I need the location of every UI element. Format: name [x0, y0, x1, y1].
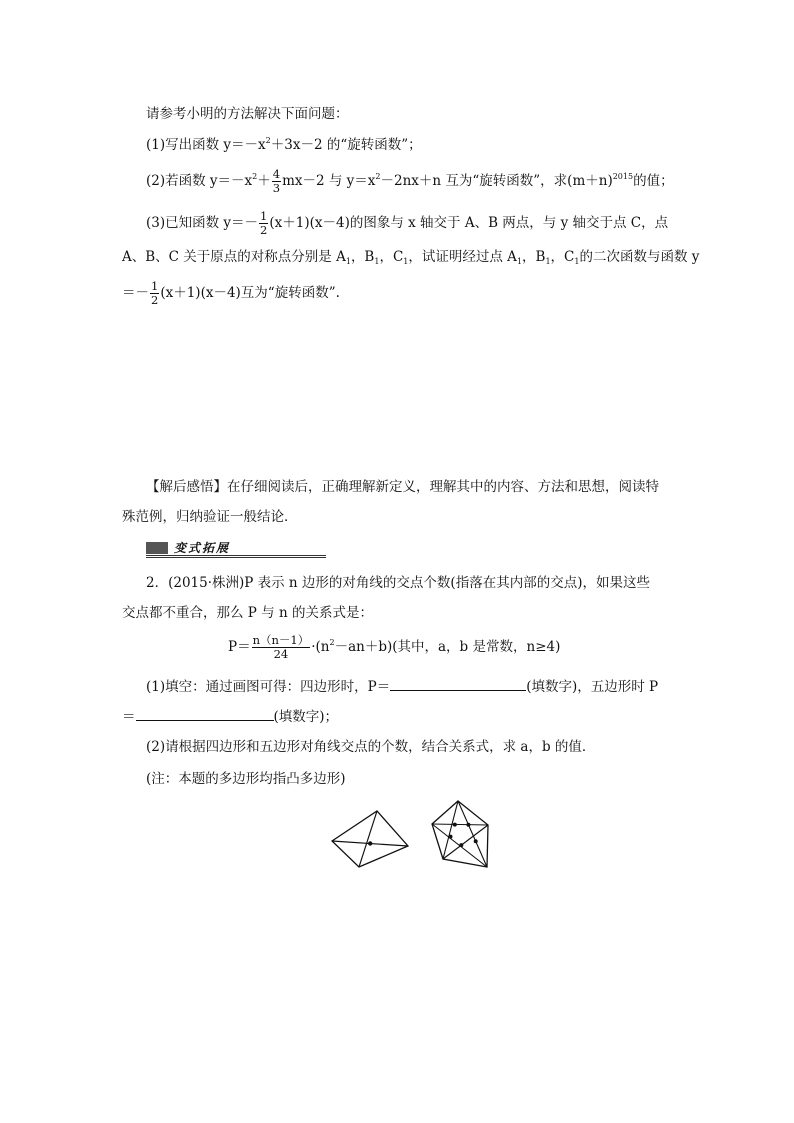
- pentagon-diagram: [428, 795, 493, 875]
- pent-intersection-1: [453, 823, 457, 827]
- question-2: (2)若函数 $y=-x^2+$ $\frac{4}{3}$ mx－2 与 $y=x^2-2nx+n$ 互为“旋转函数”，求$(m+n)^{2015}$的值；: [146, 167, 674, 195]
- question-1: (1)写出函数 $y=-x^2+3x-2$ 的“旋转函数”；: [146, 136, 422, 153]
- sub-question-1-cont: ＝ (填数字)；: [122, 706, 338, 726]
- pent-intersection-5: [449, 835, 453, 839]
- fraction-1-2: $\frac{1}{2}$: [260, 209, 268, 237]
- section-header-bar: [146, 540, 326, 556]
- pent-intersection-2: [466, 823, 470, 827]
- note-text: (注：本题的多边形均指凸多边形): [146, 771, 346, 787]
- relation-formula: P＝ $\frac{n(n-1)}{24}$ $\cdot(n^2-an+b)$(其中，a，b 是常数，n≥4): [228, 633, 561, 661]
- fraction-1-2-b: $\frac{1}{2}$: [151, 279, 159, 307]
- pent-intersection-3: [474, 839, 478, 843]
- question-3-line-1: (3)已知函数 y＝－ $\frac{1}{2}$ (x＋1)(x－4)的图象与 x 轴交于 A、B 两点，与 y 轴交于点 C，点: [146, 209, 669, 237]
- answer-blank-pentagon[interactable]: [136, 706, 274, 721]
- problem-2-line-2: 交点都不重合，那么 P 与 n 的关系式是：: [122, 605, 373, 621]
- pent-diagonal-2: [443, 801, 458, 859]
- formula-fraction: $\frac{n(n-1)}{24}$: [252, 633, 310, 661]
- pent-diagonal-1: [458, 801, 487, 867]
- fraction-4-3: $\frac{4}{3}$: [272, 167, 281, 195]
- pent-intersection-4: [459, 843, 463, 847]
- question-3-line-2: A、B、C 关于原点的对称点分别是 $A_1$，$B_1$，$C_1$，试证明经过点 $A_1$，$B_1$，$C_1$的二次函数与函数 y: [122, 249, 700, 266]
- answer-blank-quadrilateral[interactable]: [390, 676, 526, 691]
- jiehou-line-1: 【解后感悟】在仔细阅读后，正确理解新定义，理解其中的内容、方法和思想，阅读特: [146, 479, 659, 495]
- pentagon-outline: [432, 801, 488, 867]
- sub-question-2: (2)请根据四边形和五边形对角线交点的个数，结合关系式，求 a，b 的值．: [146, 739, 596, 755]
- section-label: 变式拓展: [174, 541, 231, 555]
- quad-diagonal-2: [359, 811, 377, 867]
- intro-text: 请参考小明的方法解决下面问题：: [146, 106, 349, 122]
- quad-intersection-point: [368, 841, 372, 845]
- problem-2-line-1: 2．(2015·株洲)P 表示 n 边形的对角线的交点个数(指落在其内部的交点)，如果这些: [146, 575, 650, 591]
- quadrilateral-diagram: [330, 795, 410, 885]
- pent-diagonal-4: [432, 824, 488, 825]
- jiehou-line-2: 殊范例，归纳验证一般结论．: [122, 509, 298, 525]
- quadrilateral-outline: [332, 811, 408, 867]
- section-block-icon: [146, 542, 168, 554]
- question-3-line-3: ＝－ $\frac{1}{2}$ (x＋1)(x－4)互为“旋转函数”.: [122, 279, 340, 307]
- sub-question-1: (1)填空：通过画图可得：四边形时，P＝ (填数字)，五边形时 P: [146, 676, 658, 696]
